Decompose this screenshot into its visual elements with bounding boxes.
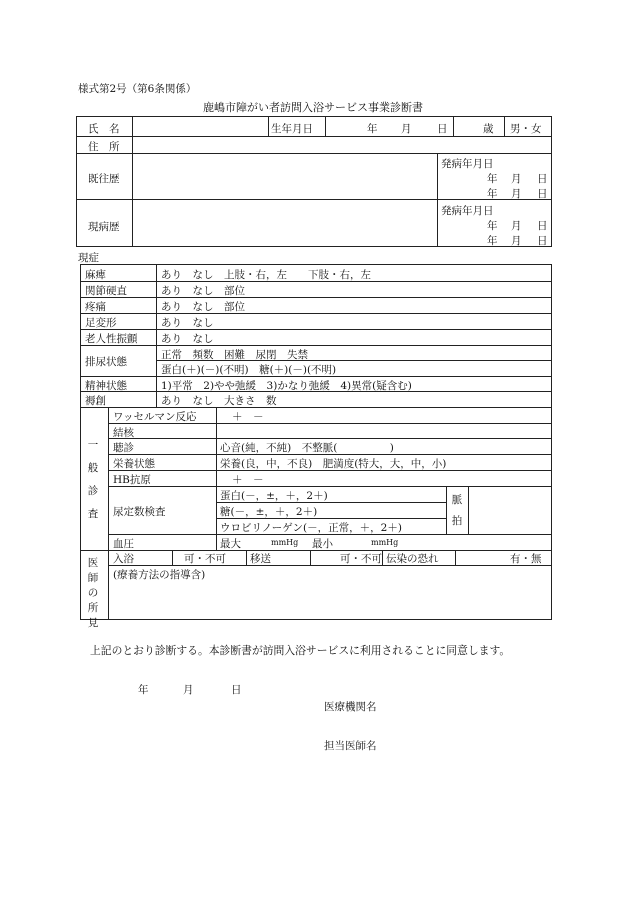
medical-institution-label: 医療機関名 — [324, 701, 377, 713]
present-onset-label: 発病年月日 — [441, 205, 494, 217]
paralysis-label: 麻痺 — [85, 269, 106, 281]
foot-deformity-label: 足変形 — [85, 317, 117, 329]
present-onset-year-2: 年 — [487, 235, 498, 247]
pain-value: あり なし 部位 — [161, 301, 245, 313]
auscultation-value: 心音(純，不純) 不整脈( ) — [220, 442, 394, 454]
hb-antigen-value: ＋ － — [232, 474, 264, 486]
bedsore-label: 褥創 — [85, 395, 106, 407]
past-history-label: 既往歴 — [88, 173, 120, 185]
birth-day-unit: 日 — [437, 123, 448, 135]
attending-doctor-label: 担当医師名 — [324, 740, 377, 752]
urine-protein-sugar-value: 蛋白(＋)(－)(不明) 糖(＋)(－)(不明) — [161, 364, 337, 376]
urination-label: 排尿状態 — [85, 356, 127, 368]
bp-min-unit: mmHg — [371, 538, 399, 547]
wasserman-value: ＋ － — [232, 411, 264, 423]
joint-stiffness-label: 関節硬直 — [85, 285, 127, 297]
mental-state-value: 1)平常 2)やや弛緩 3)かなり弛緩 4)異常(疑含む) — [161, 380, 412, 392]
form-title: 鹿嶋市障がい者訪問入浴サービス事業診断書 — [203, 101, 423, 114]
treatment-guidance-label: (療養方法の指導含) — [113, 569, 206, 581]
past-onset-year-2: 年 — [487, 188, 498, 200]
senile-tremor-label: 老人性振顫 — [85, 333, 138, 345]
pain-label: 疼痛 — [85, 301, 106, 313]
joint-stiffness-value: あり なし 部位 — [161, 285, 245, 297]
present-history-label: 現病歴 — [88, 221, 120, 233]
blood-pressure-label: 血圧 — [113, 538, 134, 550]
wasserman-label: ワッセルマン反応 — [113, 411, 197, 423]
address-label: 住 所 — [88, 141, 120, 153]
bathing-value: 可・不可 — [184, 553, 226, 565]
nutrition-value: 栄養(良，中，不良) 肥満度(特大，大，中，小) — [220, 458, 447, 470]
present-onset-year-1: 年 — [487, 220, 498, 232]
age-unit: 歳 — [483, 123, 494, 135]
bathing-label: 入浴 — [113, 553, 134, 565]
general-exam-vertical-label: 一般診査 — [87, 439, 99, 520]
mental-state-label: 精神状態 — [85, 380, 127, 392]
past-onset-label: 発病年月日 — [441, 158, 494, 170]
hb-antigen-label: HB抗原 — [113, 474, 151, 486]
present-onset-month-2: 月 — [511, 235, 522, 247]
infection-risk-value: 有・無 — [510, 553, 542, 565]
urine-sugar-value: 糖(－，±，＋，2＋) — [220, 506, 318, 518]
past-onset-month-2: 月 — [511, 188, 522, 200]
tuberculosis-label: 結核 — [113, 427, 134, 439]
infection-risk-label: 伝染の恐れ — [386, 553, 439, 565]
past-onset-day-1: 日 — [537, 173, 548, 185]
birth-year-unit: 年 — [367, 123, 378, 135]
current-symptoms-label: 現症 — [78, 252, 99, 264]
urine-protein-value: 蛋白(－，±，＋，2＋) — [220, 490, 328, 502]
bp-min-label: 最小 — [312, 538, 333, 550]
birth-month-unit: 月 — [401, 123, 412, 135]
doctor-findings-vertical-label: 医師の所見 — [87, 557, 99, 629]
past-onset-year-1: 年 — [487, 173, 498, 185]
past-onset-month-1: 月 — [511, 173, 522, 185]
bp-max-unit: mmHg — [271, 538, 299, 547]
urination-value: 正常 頻数 困難 尿閉 失禁 — [161, 349, 308, 361]
urine-test-label: 尿定数検査 — [113, 506, 166, 518]
sign-year-unit: 年 — [138, 684, 149, 696]
form-number: 様式第2号（第6条関係） — [78, 83, 197, 95]
nutrition-label: 栄養状態 — [113, 458, 155, 470]
auscultation-label: 聴診 — [113, 442, 134, 454]
past-onset-day-2: 日 — [537, 188, 548, 200]
sex-choice: 男・女 — [510, 123, 542, 135]
senile-tremor-value: あり なし — [161, 333, 214, 345]
birthdate-label: 生年月日 — [271, 123, 313, 135]
present-onset-day-1: 日 — [537, 220, 548, 232]
transfer-label: 移送 — [250, 553, 271, 565]
transfer-value: 可・不可 — [340, 553, 382, 565]
bp-max-label: 最大 — [220, 538, 241, 550]
name-label: 氏 名 — [88, 123, 120, 135]
consent-statement: 上記のとおり診断する。本診断書が訪問入浴サービスに利用されることに同意します。 — [90, 644, 511, 657]
present-onset-day-2: 日 — [537, 235, 548, 247]
paralysis-value: あり なし 上肢・右，左 下肢・右，左 — [161, 269, 371, 281]
foot-deformity-value: あり なし — [161, 317, 214, 329]
pulse-label: 脈拍 — [451, 494, 463, 527]
sign-month-unit: 月 — [183, 684, 194, 696]
urobilinogen-value: ウロビリノーゲン(－，正常，＋，2＋) — [220, 522, 402, 534]
bedsore-value: あり なし 大きさ 数 — [161, 395, 277, 407]
sign-day-unit: 日 — [231, 684, 242, 696]
present-onset-month-1: 月 — [511, 220, 522, 232]
